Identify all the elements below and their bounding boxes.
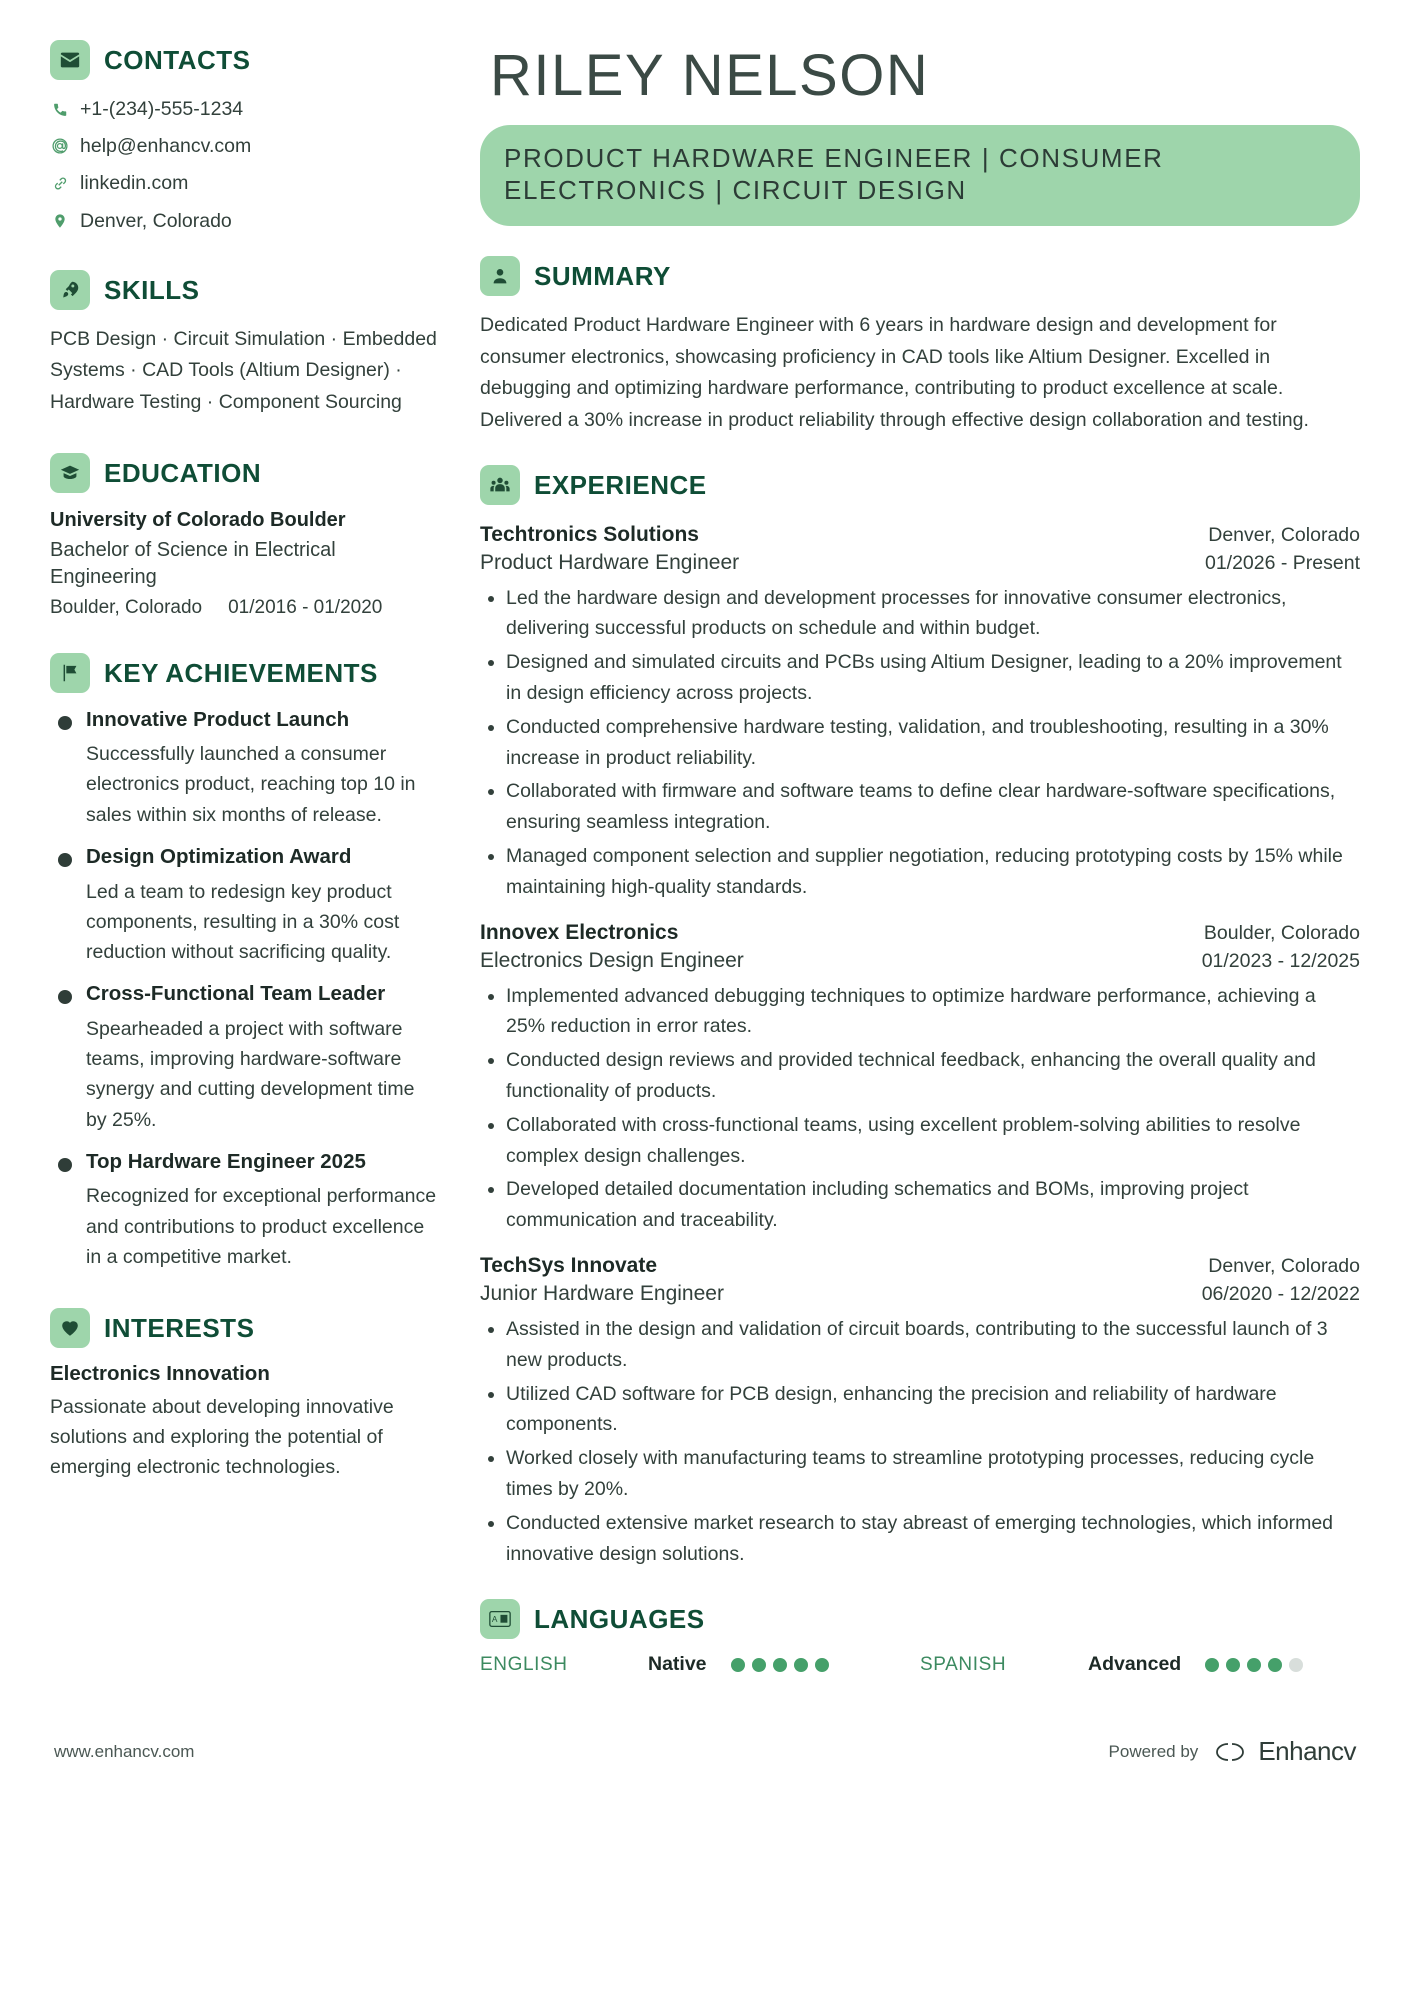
contact-value: help@enhancv.com: [80, 135, 252, 158]
contact-location: [50, 206, 440, 236]
company-location: Boulder, Colorado: [1203, 921, 1360, 944]
summary-text: Dedicated Product Hardware Engineer with 6 years in hardware design and development for consumer electronics, showcasing proficiency in CAD tools like Altium Designer. Excelled in debugging and optimizing hardware performance, contributing to product excellence at scale. Delivered a 30% increase in product reliability through effective design collaboration and testing.: [480, 314, 1309, 432]
job-bullet: • Implemented advanced debugging techniques to optimize hardware performance, achieving a 25% reduction in error rates.: [506, 981, 1360, 1043]
language-level: Native: [648, 1653, 707, 1676]
rocket-icon: [50, 270, 90, 310]
section-interests: [50, 1308, 440, 1483]
enhancv-mark-icon: [1210, 1740, 1250, 1764]
job-dates: 01/2026 - Present: [1204, 551, 1360, 574]
contact-value: +1-(234)-555-1234: [80, 98, 244, 120]
graduation-cap-icon: [50, 453, 90, 493]
contact-link[interactable]: [50, 168, 440, 198]
interest-description: Passionate about developing innovative solutions and exploring the potential of emerging electronic technologies.: [50, 1396, 394, 1479]
language-level: Advanced: [1088, 1653, 1182, 1676]
section-title: SKILLS: [104, 274, 200, 305]
achievement-item: [50, 1149, 440, 1272]
job-bullet: • Utilized CAD software for PCB design, enhancing the precision and reliability of hardware components.: [506, 1379, 1360, 1441]
contact-list: [50, 94, 440, 236]
achievement-description: Recognized for exceptional performance and contributions to product excellence in a competitive market.: [86, 1185, 437, 1268]
rating-dot-filled: [1247, 1658, 1261, 1672]
job-role: Product Hardware Engineer: [480, 550, 740, 574]
rating-dot-filled: [773, 1658, 787, 1672]
language-rating: [1205, 1658, 1303, 1672]
achievement-item: [50, 707, 440, 830]
achievement-description: Successfully launched a consumer electronics product, reaching top 10 in sales within six months of release.: [86, 743, 416, 826]
bullet-icon: [58, 990, 72, 1004]
section-title: EXPERIENCE: [534, 469, 707, 500]
enhancv-logo: [1210, 1736, 1356, 1767]
job-bullet: • Collaborated with cross-functional teams, using excellent problem-solving abilities to resolve complex design challenges.: [506, 1110, 1360, 1172]
job-bullets: [480, 981, 1360, 1236]
achievement-title: Design Optimization Award: [86, 844, 352, 868]
section-contacts: [50, 40, 440, 236]
language-item: [920, 1653, 1360, 1676]
interest-item: [50, 1362, 440, 1483]
footer-url[interactable]: www.enhancv.com: [54, 1741, 195, 1761]
education-heading: [50, 453, 440, 493]
email-icon: [50, 137, 70, 155]
rating-dot-filled: [815, 1658, 829, 1672]
achievement-title: Cross-Functional Team Leader: [86, 982, 386, 1006]
section-education: [50, 453, 440, 619]
job-bullet: • Assisted in the design and validation of circuit boards, contributing to the successful launch of 3 new products.: [506, 1314, 1360, 1376]
job-role: Electronics Design Engineer: [480, 948, 744, 972]
education-location: Boulder, Colorado: [50, 596, 203, 618]
rating-dot-filled: [731, 1658, 745, 1672]
company-name: Innovex Electronics: [480, 920, 679, 944]
section-skills: [50, 270, 440, 419]
experience-heading: [480, 465, 1360, 505]
section-title: INTERESTS: [104, 1313, 255, 1344]
sidebar: [50, 40, 470, 1483]
link-icon: [50, 175, 70, 192]
job-bullet: • Conducted extensive market research to stay abreast of emerging technologies, which informed innovative design solutions.: [506, 1508, 1360, 1570]
rating-dot-filled: [1205, 1658, 1219, 1672]
interests-heading: [50, 1308, 440, 1348]
contacts-heading: [50, 40, 440, 80]
rating-dot-filled: [794, 1658, 808, 1672]
language-row: [480, 1653, 1360, 1676]
education-meta: [50, 597, 440, 619]
contact-phone: [50, 94, 440, 124]
rating-dot-filled: [1268, 1658, 1282, 1672]
envelope-icon: [50, 40, 90, 80]
section-title: LANGUAGES: [534, 1604, 705, 1635]
section-achievements: [50, 653, 440, 1272]
achievement-title: Top Hardware Engineer 2025: [86, 1149, 366, 1173]
heart-icon: [50, 1308, 90, 1348]
translate-icon: [480, 1599, 520, 1639]
summary-heading: [480, 256, 1360, 296]
team-icon: [480, 465, 520, 505]
bullet-icon: [58, 853, 72, 867]
achievement-title: Innovative Product Launch: [86, 707, 350, 731]
education-dates: 01/2016 - 01/2020: [228, 596, 383, 618]
experience-item: [480, 921, 1360, 1236]
footer: [50, 1736, 1360, 1795]
company-name: TechSys Innovate: [480, 1253, 658, 1277]
interest-title: Electronics Innovation: [50, 1362, 270, 1386]
contact-email: [50, 131, 440, 161]
job-role: Junior Hardware Engineer: [480, 1281, 724, 1305]
headline-banner: PRODUCT HARDWARE ENGINEER | CONSUMER ELECTRONICS | CIRCUIT DESIGN: [480, 125, 1360, 226]
company-name: Techtronics Solutions: [480, 522, 699, 546]
contact-value: Denver, Colorado: [80, 209, 232, 232]
job-bullets: [480, 583, 1360, 903]
education-item: [50, 507, 440, 619]
achievement-description: Led a team to redesign key product components, resulting in a 30% cost reduction without sacrificing quality.: [86, 880, 400, 963]
job-bullet: • Designed and simulated circuits and PCBs using Altium Designer, leading to a 20% improvement in design efficiency across projects.: [506, 647, 1360, 709]
rating-dot-filled: [752, 1658, 766, 1672]
degree-name: Bachelor of Science in Electrical Engineering: [50, 538, 336, 588]
skills-list: PCB Design · Circuit Simulation · Embedded Systems · CAD Tools (Altium Designer) · Hardware Testing · Component Sourcing: [50, 327, 437, 414]
job-bullet: • Managed component selection and supplier negotiation, reducing prototyping costs by 15% while maintaining high-quality standards.: [506, 841, 1360, 903]
flag-icon: [50, 653, 90, 693]
person-icon: [480, 256, 520, 296]
resume-columns: [50, 40, 1360, 1676]
job-bullet: • Conducted comprehensive hardware testing, validation, and troubleshooting, resulting in a 30% increase in product reliability.: [506, 712, 1360, 774]
section-summary: [480, 256, 1360, 436]
skills-heading: [50, 270, 440, 310]
section-title: KEY ACHIEVEMENTS: [104, 657, 378, 688]
contact-value: linkedin.com: [80, 172, 189, 195]
bullet-icon: [58, 716, 72, 730]
bullet-icon: [58, 1158, 72, 1172]
rating-dot-empty: [1289, 1658, 1303, 1672]
company-location: Denver, Colorado: [1208, 1254, 1360, 1277]
section-languages: [480, 1599, 1360, 1676]
company-location: Denver, Colorado: [1208, 523, 1360, 546]
achievement-description: Spearheaded a project with software teams, improving hardware-software synergy and cutting development time by 25%.: [86, 1017, 415, 1131]
job-bullet: • Developed detailed documentation including schematics and BOMs, improving project communication and traceability.: [506, 1174, 1360, 1236]
language-rating: [731, 1658, 829, 1672]
brand-name: Enhancv: [1258, 1736, 1356, 1767]
achievement-item: [50, 981, 440, 1135]
experience-item: [480, 1254, 1360, 1569]
language-item: [480, 1653, 920, 1676]
achievement-item: [50, 844, 440, 967]
school-name: University of Colorado Boulder: [50, 508, 346, 531]
job-bullet: • Worked closely with manufacturing teams to streamline prototyping processes, reducing cycle times by 20%.: [506, 1443, 1360, 1505]
language-name: SPANISH: [920, 1653, 1007, 1675]
powered-by: [1109, 1736, 1356, 1767]
rating-dot-filled: [1226, 1658, 1240, 1672]
languages-heading: [480, 1599, 1360, 1639]
location-icon: [50, 212, 70, 230]
job-bullet: • Conducted design reviews and provided technical feedback, enhancing the overall quality and functionality of products.: [506, 1045, 1360, 1107]
job-dates: 01/2023 - 12/2025: [1201, 949, 1360, 972]
section-title: SUMMARY: [534, 261, 671, 292]
svg-text:A: A: [491, 1614, 498, 1625]
main-content: [470, 40, 1360, 1676]
phone-icon: [50, 101, 70, 118]
achievements-heading: [50, 653, 440, 693]
powered-by-label: Powered by: [1108, 1741, 1199, 1761]
job-bullet: • Collaborated with firmware and software teams to define clear hardware-software specifications, ensuring seamless integration.: [506, 776, 1360, 838]
section-title: EDUCATION: [104, 457, 262, 488]
page-title: RILEY NELSON: [490, 43, 930, 108]
language-name: ENGLISH: [480, 1653, 568, 1675]
job-bullet: • Led the hardware design and development processes for innovative consumer electronics, delivering successful products on schedule and within budget.: [506, 583, 1360, 645]
experience-item: [480, 523, 1360, 903]
section-title: CONTACTS: [104, 45, 251, 75]
job-bullets: [480, 1314, 1360, 1569]
job-dates: 06/2020 - 12/2022: [1201, 1282, 1360, 1305]
section-experience: [480, 465, 1360, 1570]
